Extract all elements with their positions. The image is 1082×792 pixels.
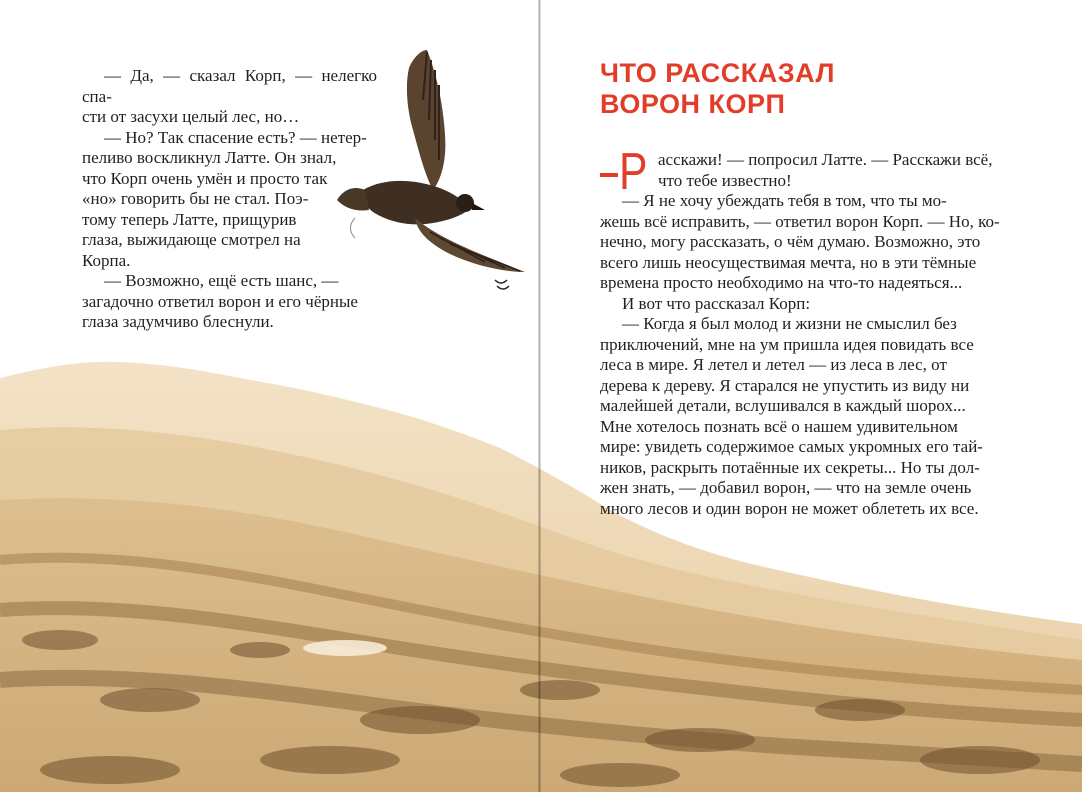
right-paragraph-3: И вот что рассказал Корп: bbox=[622, 293, 811, 313]
right-paragraph-1: асскажи! — попросил Латте. — Расскажи всё, что тебе известно! bbox=[658, 150, 993, 190]
right-paragraph-4: — Когда я был молод и жизни не смыслил без приключений, мне на ум пришла идея повидать все леса в мире. Я летел и летел — из леса в лес, от дерева к дереву. Я старался не упустить из виду ни малейшей детали, вслушивался в каждый шорох... Мне хотелось познать всё о нашем удивительном мире: увидеть содержимое самых укромных его тай- ников, раскрыть потаённые их секреты... Но ты дол- жен знать, — добавил ворон, — что на земле очень много лесов и один ворон не может облететь их все. bbox=[600, 314, 983, 518]
page-gutter bbox=[538, 0, 541, 792]
raven-illustration bbox=[335, 40, 530, 300]
right-paragraph-2: — Я не хочу убеждать тебя в том, что ты мо- жешь всё исправить, — ответил ворон Корп. — Но, ко- нечно, могу рассказать, о чём думаю. Возможно, это всего лишь неосуществимая мечта, но в эти тёмные времена просто необходимо на что-то надеяться... bbox=[600, 191, 1000, 292]
right-page-text bbox=[600, 150, 1004, 519]
left-page-text bbox=[82, 66, 377, 333]
drop-cap-letter: Р bbox=[619, 143, 648, 201]
left-paragraph-2: — Но? Так спасение есть? — нетер- пеливо воскликнул Латте. Он знал, что Корп очень умён и просто так «но» говорить бы не стал. Поэ- тому теперь Латте, прищурив глаза, выжидающе смотрел на Корпа. bbox=[82, 127, 367, 270]
left-paragraph-1: — Да, — сказал Корп, — нелегко спа- сти от засухи целый лес, но… bbox=[82, 66, 377, 126]
left-paragraph-3: — Возможно, ещё есть шанс, — загадочно ответил ворон и его чёрные глаза задумчиво блеснули. bbox=[82, 271, 358, 331]
chapter-title: ЧТО РАССКАЗАЛ ВОРОН КОРП bbox=[600, 58, 835, 119]
